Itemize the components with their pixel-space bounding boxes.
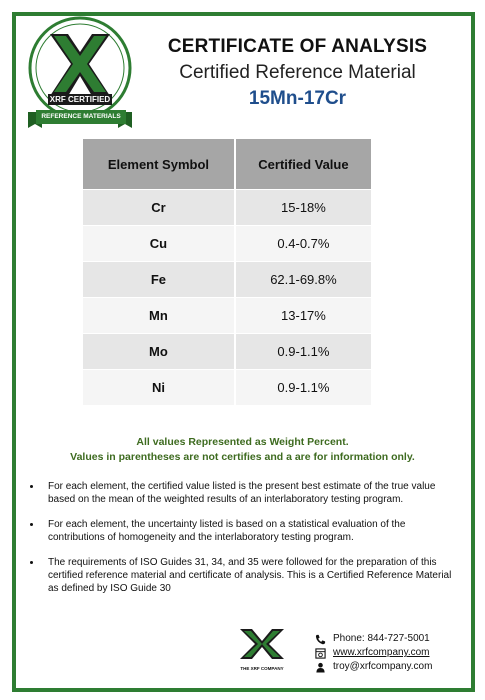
contact-email-row bbox=[313, 660, 432, 674]
certificate-title: CERTIFICATE OF ANALYSIS bbox=[167, 36, 428, 57]
element-symbol: Mn bbox=[83, 298, 235, 334]
contact-info bbox=[313, 632, 432, 674]
list-item: • For each element, the uncertainty listed is based on a statistical evaluation of the contributions of homogeneity and the interlaboratory testing program. bbox=[42, 518, 462, 544]
table-row bbox=[83, 370, 371, 406]
table-row bbox=[83, 334, 371, 370]
element-symbol: Ni bbox=[83, 370, 235, 406]
certified-values-table bbox=[83, 139, 371, 405]
note-line-2: Values in parentheses are not certifies and a are for information only. bbox=[70, 451, 415, 463]
table-row bbox=[83, 226, 371, 262]
logo-ribbon-text: REFERENCE MATERIALS bbox=[41, 113, 121, 120]
globe-icon bbox=[313, 646, 327, 660]
element-symbol: Cr bbox=[83, 190, 235, 226]
contact-phone-row bbox=[313, 632, 432, 646]
list-item: • The requirements of ISO Guides 31, 34, and 35 were followed for the preparation of this certified reference material and certificate of analysis. This is a Certified Reference Material as defined by ISO Guide 30 bbox=[42, 556, 462, 595]
material-name: 15Mn-17Cr bbox=[248, 88, 347, 109]
certification-bullets bbox=[22, 480, 462, 607]
phone-number: Phone: 844-727-5001 bbox=[333, 633, 430, 644]
certified-value: 0.9-1.1% bbox=[235, 370, 371, 406]
weight-percent-note bbox=[0, 435, 485, 465]
certified-value: 13-17% bbox=[235, 298, 371, 334]
xrf-company-logo bbox=[236, 627, 288, 669]
email-address[interactable]: troy@xrfcompany.com bbox=[333, 661, 433, 672]
certified-value: 62.1-69.8% bbox=[235, 262, 371, 298]
table-header-row bbox=[83, 139, 371, 190]
list-item: • For each element, the certified value listed is the present best estimate of the true value based on the mean of the weighted results of an interlaboratory testing program. bbox=[42, 480, 462, 506]
note-line-1: All values Represented as Weight Percent. bbox=[136, 436, 349, 448]
person-icon bbox=[313, 660, 327, 674]
element-symbol: Cu bbox=[83, 226, 235, 262]
column-header-value: Certified Value bbox=[235, 139, 371, 190]
table-row bbox=[83, 262, 371, 298]
certified-value: 15-18% bbox=[235, 190, 371, 226]
website-link[interactable]: www.xrfcompany.com bbox=[333, 647, 430, 658]
xrf-certified-logo bbox=[22, 14, 142, 136]
column-header-element: Element Symbol bbox=[83, 139, 235, 190]
certificate-subtitle: Certified Reference Material bbox=[179, 62, 416, 83]
table-row bbox=[83, 298, 371, 334]
table-row bbox=[83, 190, 371, 226]
footer-logo-text: THE XRF COMPANY bbox=[240, 666, 284, 671]
element-symbol: Fe bbox=[83, 262, 235, 298]
certified-value: 0.4-0.7% bbox=[235, 226, 371, 262]
contact-web-row bbox=[313, 646, 432, 660]
certified-value: 0.9-1.1% bbox=[235, 334, 371, 370]
phone-icon bbox=[313, 632, 327, 646]
logo-badge-text: XRF CERTIFIED bbox=[49, 95, 111, 104]
element-symbol: Mo bbox=[83, 334, 235, 370]
certificate-header bbox=[140, 36, 455, 110]
